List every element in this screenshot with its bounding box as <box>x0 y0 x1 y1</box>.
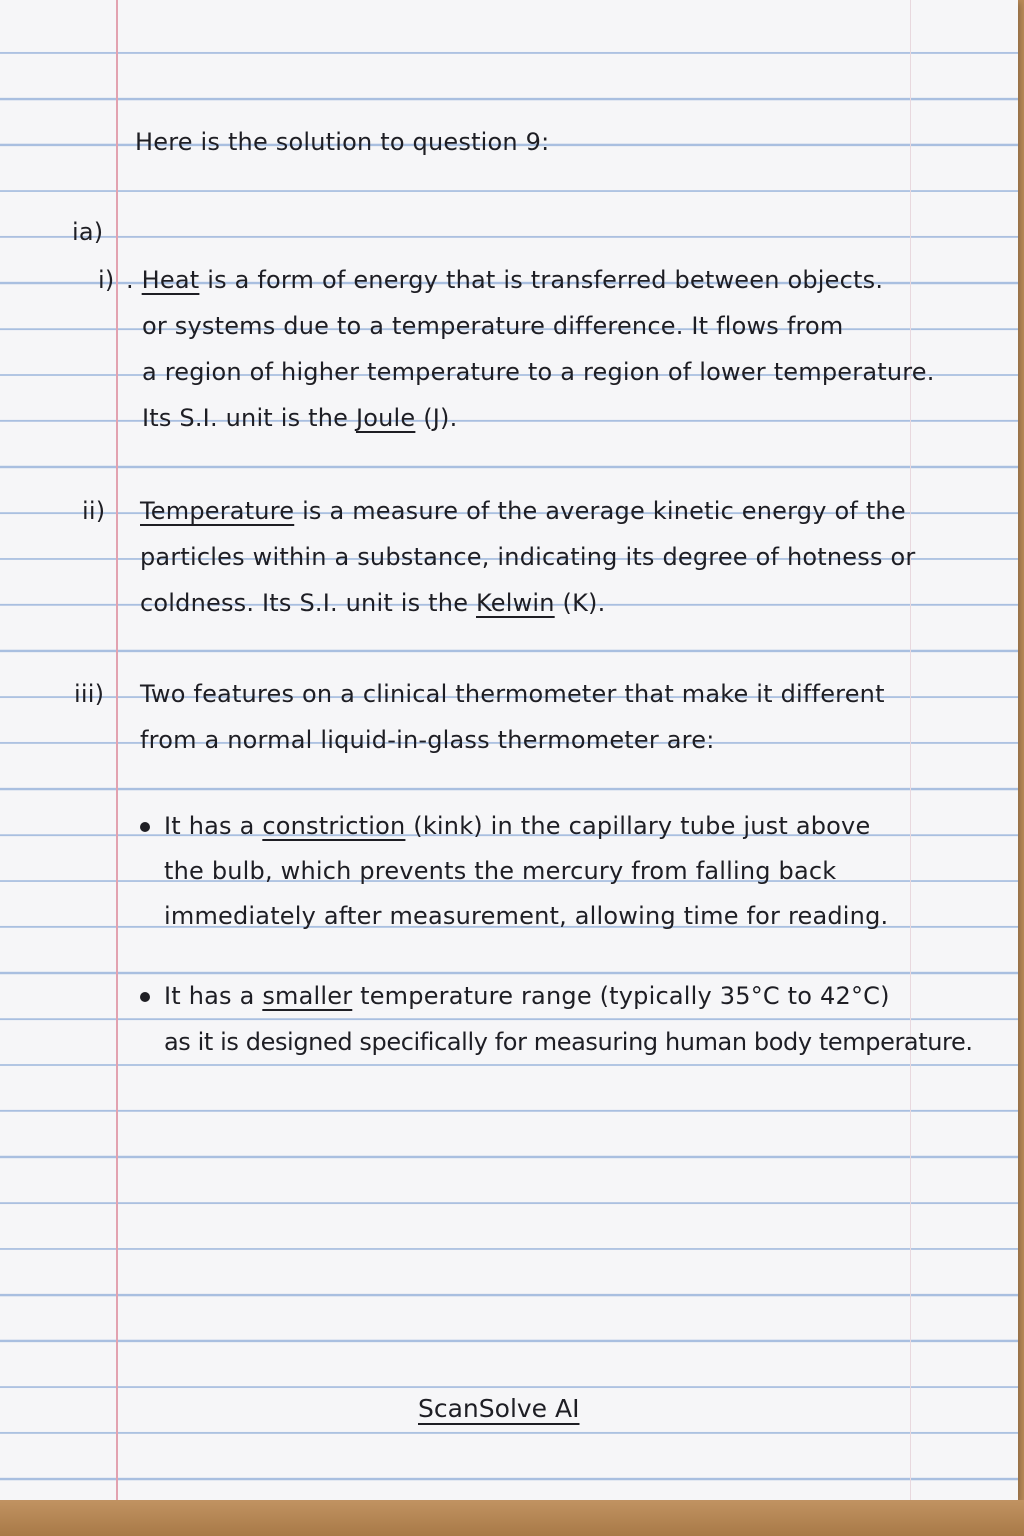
part-ii-line-3: coldness. Its S.I. unit is the Kelwin (K). <box>140 589 606 617</box>
heat-term: Heat <box>141 266 200 294</box>
footer-brand: ScanSolve AI <box>418 1394 580 1423</box>
bullet-dot-2 <box>140 992 150 1002</box>
joule-unit: Joule <box>355 404 416 432</box>
temperature-term: Temperature <box>140 497 295 525</box>
page-heading: Here is the solution to question 9: <box>135 128 550 156</box>
bullet-1-line-1: It has a constriction (kink) in the capillary tube just above <box>164 812 871 840</box>
part-i-line-1: . Heat is a form of energy that is transferred between objects. <box>126 266 884 294</box>
bullet-1-line-3: immediately after measurement, allowing time for reading. <box>164 902 889 930</box>
bullet-2-line-2: as it is designed specifically for measuring human body temperature. <box>164 1028 973 1056</box>
part-i-label: i) <box>98 266 115 294</box>
right-margin-line <box>910 0 911 1500</box>
wooden-table-surface <box>0 1500 1024 1536</box>
constriction-term: constriction <box>262 812 406 840</box>
part-iii-line-2: from a normal liquid-in-glass thermometer are: <box>140 726 715 754</box>
smaller-term: smaller <box>262 982 353 1010</box>
part-iii-label: iii) <box>74 680 105 708</box>
red-margin-line <box>116 0 118 1500</box>
part-ii-line-1: Temperature is a measure of the average kinetic energy of the <box>140 497 906 525</box>
part-iii-line-1: Two features on a clinical thermometer that make it different <box>140 680 885 708</box>
part-i-line-2: or systems due to a temperature difference. It flows from <box>142 312 844 340</box>
kelvin-unit: Kelwin <box>476 589 555 617</box>
bullet-dot-1 <box>140 822 150 832</box>
bullet-2-line-1: It has a smaller temperature range (typically 35°C to 42°C) <box>164 982 890 1010</box>
part-ii-label: ii) <box>82 497 106 525</box>
part-i-line-4: Its S.I. unit is the Joule (J). <box>142 404 458 432</box>
part-ii-line-2: particles within a substance, indicating its degree of hotness or <box>140 543 916 571</box>
part-i-line-3: a region of higher temperature to a region of lower temperature. <box>142 358 935 386</box>
bullet-1-line-2: the bulb, which prevents the mercury from falling back <box>164 857 837 885</box>
section-label: ia) <box>72 218 104 246</box>
